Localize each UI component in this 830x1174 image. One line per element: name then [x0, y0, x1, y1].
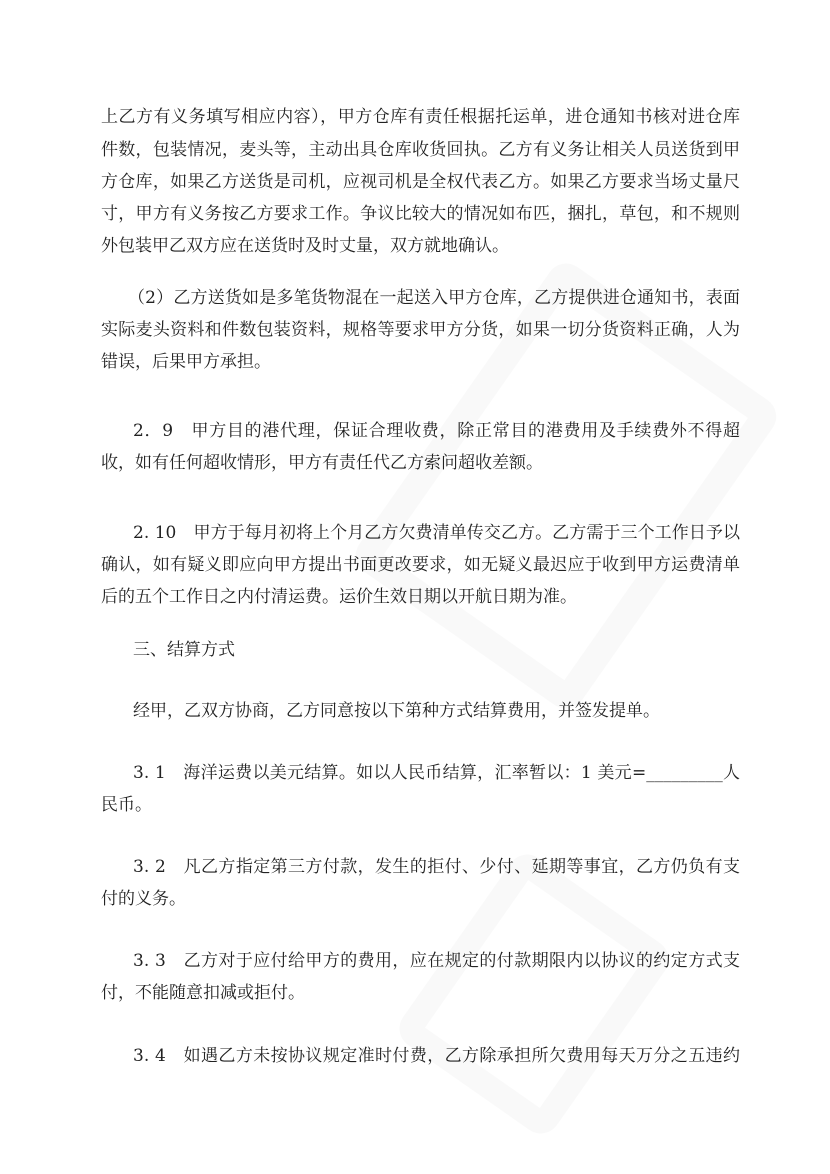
text-line: 件数，包装情况，麦头等，主动出具仓库收货回执。乙方有义务让相关人员送货到甲	[101, 140, 740, 160]
text-line: 3. 1 海洋运费以美元结算。如以人民币结算，汇率暂以：1 美元=_________人	[133, 763, 740, 783]
text-line: 错误，后果甲方承担。	[101, 352, 271, 372]
text-line: 民币。	[101, 795, 152, 815]
text-line: 2. 10 甲方于每月初将上个月乙方欠费清单传交乙方。乙方需于三个工作日予以	[133, 523, 740, 543]
section-heading: 三、结算方式	[133, 640, 235, 660]
text-line: 寸，甲方有义务按乙方要求工作。争议比较大的情况如布匹，捆扎，草包，和不规则	[101, 204, 740, 224]
text-line: 方仓库，如果乙方送货是司机，应视司机是全权代表乙方。如果乙方要求当场丈量尺	[101, 172, 740, 192]
text-line: 付，不能随意扣减或拒付。	[101, 983, 305, 1003]
text-line: 2．9 甲方目的港代理，保证合理收费，除正常目的港费用及手续费外不得超	[133, 421, 740, 441]
text-line: 后的五个工作日之内付清运费。运价生效日期以开航日期为准。	[101, 587, 577, 607]
text-line: 收，如有任何超收情形，甲方有责任代乙方索问超收差额。	[101, 453, 543, 473]
text-line: 实际麦头资料和件数包装资料，规格等要求甲方分货，如果一切分货资料正确，人为	[101, 320, 740, 340]
text-line: 外包装甲乙双方应在送货时及时丈量，双方就地确认。	[101, 236, 509, 256]
text-line: 经甲，乙双方协商，乙方同意按以下第种方式结算费用，并签发提单。	[133, 701, 660, 721]
text-line: 3. 3 乙方对于应付给甲方的费用，应在规定的付款期限内以协议的约定方式支	[133, 951, 740, 971]
text-line: （2）乙方送货如是多笔货物混在一起送入甲方仓库，乙方提供进仓通知书，表面	[128, 288, 740, 308]
text-line: 3. 4 如遇乙方未按协议规定准时付费，乙方除承担所欠费用每天万分之五违约	[133, 1046, 740, 1066]
text-line: 3. 2 凡乙方指定第三方付款，发生的拒付、少付、延期等事宜，乙方仍负有支	[133, 857, 740, 877]
text-line: 付的义务。	[101, 889, 186, 909]
text-line: 确认，如有疑义即应向甲方提出书面更改要求，如无疑义最迟应于收到甲方运费清单	[101, 555, 740, 575]
text-line: 上乙方有义务填写相应内容），甲方仓库有责任根据托运单，进仓通知书核对进仓库	[101, 107, 740, 127]
